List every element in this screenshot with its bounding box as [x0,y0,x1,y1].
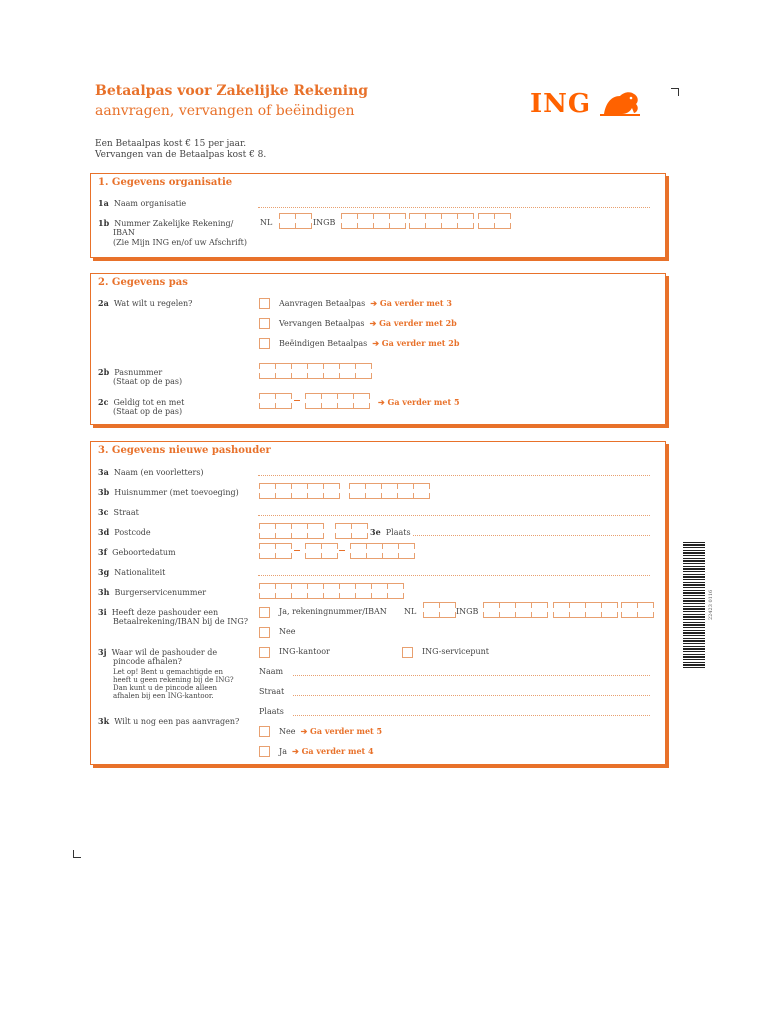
label-rekening-ing: Heeft deze pashouder een [111,608,219,617]
go-to-4: ➔ Ga verder met 4 [292,746,374,756]
field-number: 3f [98,547,108,557]
label-iban: Nummer Zakelijke Rekening/ [114,219,234,228]
label-huisnummer: Huisnummer (met toevoeging) [114,488,239,497]
field-number: 3d [98,527,110,537]
label-geldig-hint: (Staat op de pas) [113,407,183,416]
iban-bank: INGB [456,607,479,616]
postcode-letters-input[interactable] [335,533,368,539]
option-ing-servicepunt: ING-servicepunt [422,647,489,656]
label-iban-hint: (Zie Mijn ING en/of uw Afschrift) [113,238,247,247]
date-separator [339,550,345,551]
checkbox-nee-rekening[interactable] [259,627,270,638]
pashouder-iban-2[interactable] [553,612,618,618]
field-number: 3j [98,647,107,657]
field-number: 2c [98,397,109,407]
postcode-cijfers-input[interactable] [259,533,324,539]
intro-cost: Een Betaalpas kost € 15 per jaar. [95,139,247,149]
option-vervangen: Vervangen Betaalpas [279,319,365,328]
crop-mark-bottom-left [73,850,81,858]
label-pincode-2: pincode afhalen? [113,657,182,666]
toevoeging-input[interactable] [349,493,430,499]
section-title: 3. Gegevens nieuwe pashouder [98,445,271,456]
crop-mark-top-right [671,88,679,96]
section-nieuwe-pashouder [90,441,666,765]
field-number: 3a [98,467,109,477]
field-number: 3h [98,587,110,597]
go-to-3: ➔ Ga verder met 3 [370,298,452,308]
checkbox-ing-kantoor[interactable] [259,647,270,658]
pincode-note-3: Dan kunt u de pincode alleen [113,684,218,692]
label-pincode-plaats: Plaats [259,707,284,716]
geboorte-dag-input[interactable] [259,553,292,559]
iban-check-digits[interactable] [279,223,312,229]
pincode-note-2: heeft u geen rekening bij de ING? [113,676,234,684]
pincode-note-4: afhalen bij een ING-kantoor. [113,692,214,700]
geldig-jaar-input[interactable] [305,403,370,409]
label-rekening-ing-2: Betaalrekening/IBAN bij de ING? [113,617,249,626]
go-to-2b: ➔ Ga verder met 2b [372,338,460,348]
pincode-naam-input[interactable] [293,675,650,676]
label-pasnummer: Pasnummer [114,368,163,377]
field-number: 3g [98,567,110,577]
label-pasnummer-hint: (Staat op de pas) [113,377,183,386]
bsn-input[interactable] [259,593,404,599]
option-nee-rekening: Nee [279,627,296,636]
iban-digits-1[interactable] [341,223,406,229]
form-subtitle: aanvragen, vervangen of beëindigen [95,103,355,119]
pashouder-iban-check[interactable] [423,612,456,618]
checkbox-beeindigen[interactable] [259,338,270,349]
section-organisatie [90,173,666,258]
pashouder-iban-1[interactable] [483,612,548,618]
plaats-input[interactable] [413,535,650,536]
barcode [683,542,705,668]
label-iban-2: IBAN [113,228,135,237]
option-ja-rekening: Ja, rekeningnummer/IBAN [279,607,387,616]
option-aanvragen: Aanvragen Betaalpas [279,299,366,308]
checkbox-vervangen[interactable] [259,318,270,329]
go-to-5: ➔ Ga verder met 5 [378,397,460,407]
label-pincode-naam: Naam [259,667,284,676]
go-to-5: ➔ Ga verder met 5 [300,726,383,736]
section-title: 2. Gegevens pas [98,277,188,288]
field-number: 3b [98,487,110,497]
checkbox-aanvragen[interactable] [259,298,270,309]
label-nog-een-pas: Wilt u nog een pas aanvragen? [114,717,240,726]
go-to-2b: ➔ Ga verder met 2b [369,318,457,328]
field-number: 2b [98,367,110,377]
straat-input[interactable] [258,515,650,516]
naam-organisatie-input[interactable] [258,207,650,208]
naam-input[interactable] [258,475,650,476]
label-nationaliteit: Nationaliteit [114,568,166,577]
lion-icon [598,88,642,118]
label-regelen: Wat wilt u regelen? [113,299,193,308]
form-title: Betaalpas voor Zakelijke Rekening [95,83,369,99]
label-plaats: Plaats [385,528,411,537]
iban-country: NL [260,218,273,227]
checkbox-ja-pas[interactable] [259,746,270,757]
huisnummer-input[interactable] [259,493,340,499]
label-pincode-straat: Straat [259,687,285,696]
geldig-maand-input[interactable] [259,403,292,409]
date-separator [294,400,300,401]
label-geldig: Geldig tot en met [113,398,185,407]
option-beeindigen: Beëindigen Betaalpas [279,339,368,348]
pincode-plaats-input[interactable] [293,715,650,716]
field-number: 1b [98,218,110,228]
label-straat: Straat [113,508,139,517]
label-geboortedatum: Geboortedatum [112,548,176,557]
intro-replace-cost: Vervangen van de Betaalpas kost € 8. [95,150,267,160]
geboorte-maand-input[interactable] [305,553,338,559]
checkbox-ing-servicepunt[interactable] [402,647,413,658]
iban-country: NL [404,607,417,616]
checkbox-ja-rekening[interactable] [259,607,270,618]
label-naam: Naam (en voorletters) [113,468,204,477]
label-naam-organisatie: Naam organisatie [113,199,187,208]
geboorte-jaar-input[interactable] [350,553,415,559]
option-ing-kantoor: ING-kantoor [279,647,330,656]
pincode-note-1: Let op! Bent u gemachtigde en [113,668,224,676]
section-pas [90,273,666,425]
checkbox-nee-pas[interactable] [259,726,270,737]
date-separator [294,550,300,551]
option-ja-pas: Ja [279,747,287,756]
option-nee-pas: Nee [279,727,296,736]
field-number: 3c [98,507,109,517]
iban-digits-2[interactable] [409,223,474,229]
iban-check-digits-top [279,213,312,219]
pashouder-iban-3[interactable] [621,612,654,618]
nationaliteit-input[interactable] [258,575,650,576]
field-number: 3k [98,716,110,726]
label-pincode: Waar wil de pashouder de [111,648,218,657]
label-bsn: Burgerservicenummer [114,588,207,597]
label-postcode: Postcode [114,528,151,537]
ing-logo: ING [530,89,592,119]
pincode-straat-input[interactable] [293,695,650,696]
pasnummer-input[interactable] [259,373,372,379]
iban-digits-3[interactable] [478,223,511,229]
section-title: 1. Gegevens organisatie [98,177,233,188]
field-number: 1a [98,198,109,208]
field-number: 3i [98,607,107,617]
barcode-number: 22423 0116 [708,589,714,620]
field-number: 3e [370,527,381,537]
iban-bank: INGB [313,218,336,227]
field-number: 2a [98,298,109,308]
